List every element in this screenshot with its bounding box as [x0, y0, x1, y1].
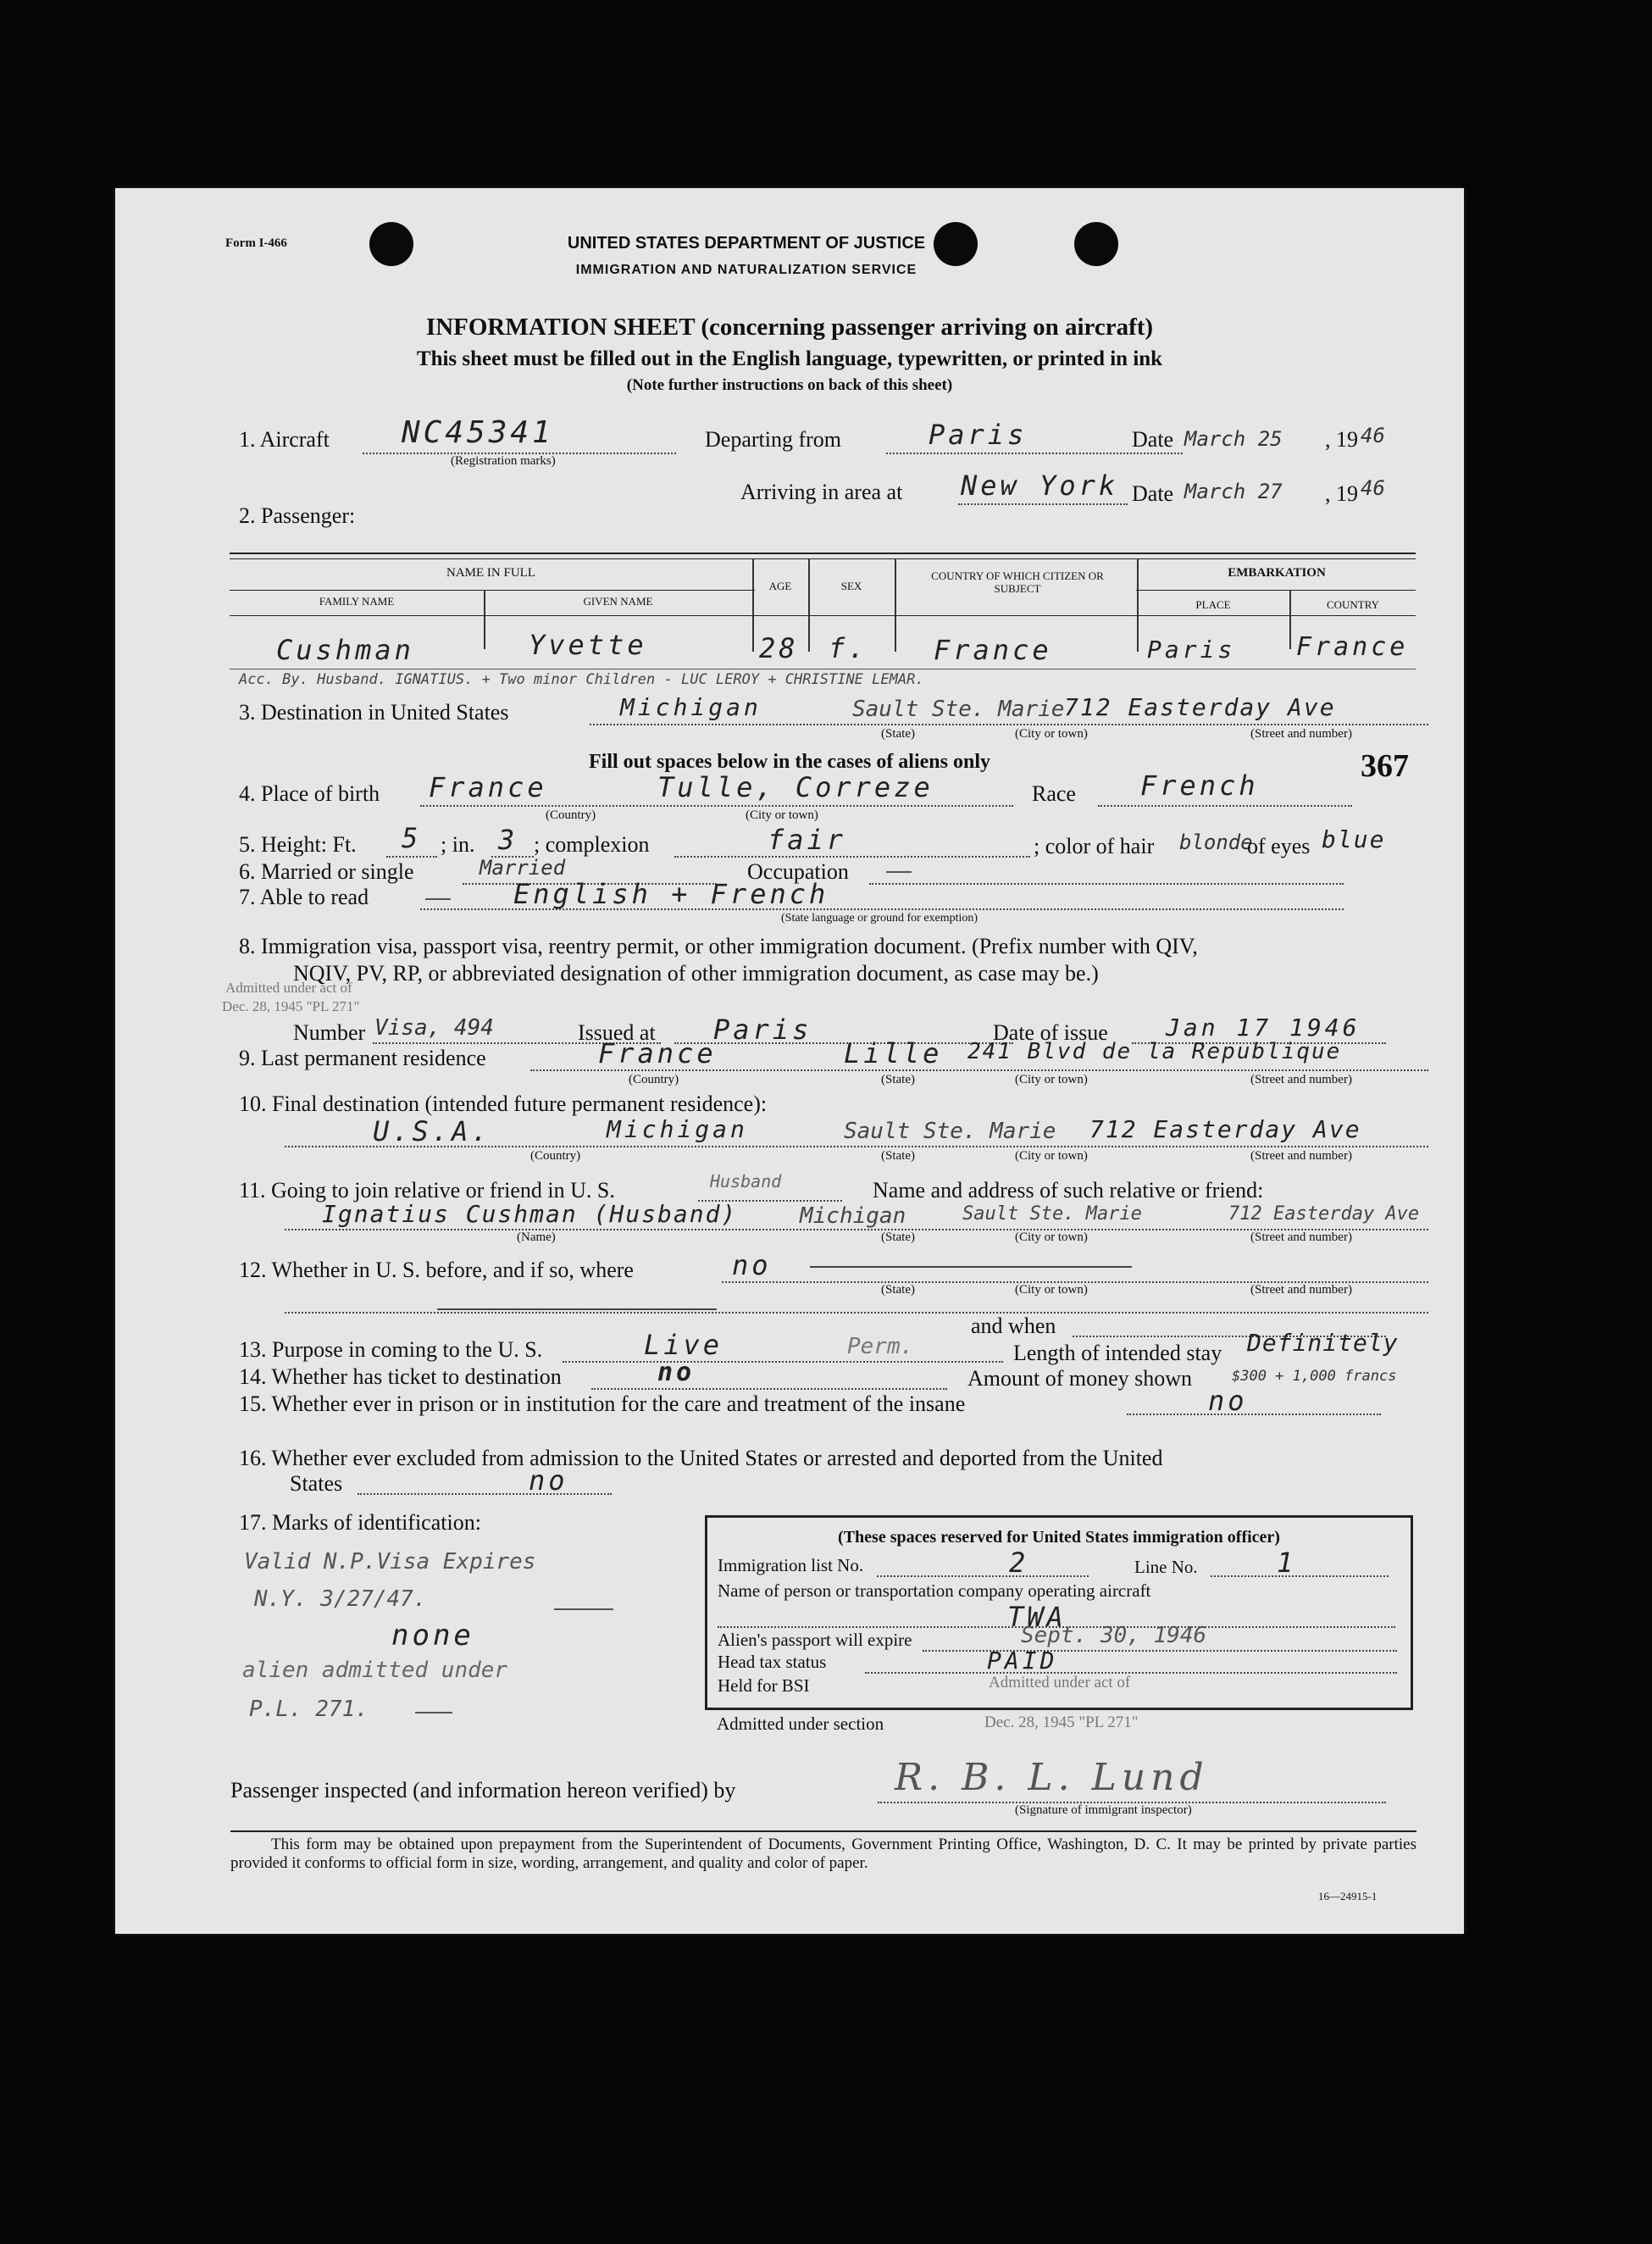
issue-date-value: Jan 17 1946 — [1166, 1014, 1361, 1041]
head-tax-label: Head tax status — [718, 1652, 827, 1672]
relative-city-value: Sault Ste. Marie — [962, 1203, 1142, 1225]
relative-name-value: Ignatius Cushman (Husband) — [322, 1200, 738, 1228]
dest-city-value: Sault Ste. Marie — [852, 697, 1065, 722]
us-before-state-caption: (State) — [881, 1283, 915, 1297]
embark-country-header: COUNTRY — [1326, 598, 1380, 611]
last-street-caption: (Street and number) — [1250, 1073, 1352, 1086]
marks-label: 17. Marks of identification: — [239, 1510, 481, 1535]
citizen-header: COUNTRY OF WHICH CITIZEN OR SUBJECT — [931, 569, 1104, 595]
last-city-value: Lille — [844, 1037, 943, 1069]
depart-year-prefix: , 19 — [1325, 427, 1358, 452]
prison-label: 15. Whether ever in prison or in institution for the care and treatment of the insane — [239, 1391, 966, 1416]
embarkation-header: EMBARKATION — [1228, 566, 1326, 580]
relative-name-caption: (Name) — [517, 1230, 556, 1244]
last-street-value: 241 Blvd de la Republique — [967, 1039, 1342, 1064]
family-name-header: FAMILY NAME — [319, 595, 395, 608]
excluded-states-label: States — [290, 1471, 343, 1496]
dest-state-caption: (State) — [881, 727, 915, 741]
footer-text: This form may be obtained upon prepayment from the Superintendent of Documents, Government Printing Office, Washington, D. C. It may be printed by private parties provided it conforms to official form in size, wording, arrangement, and quality and color of paper. — [230, 1836, 1416, 1872]
given-name-header: GIVEN NAME — [583, 595, 653, 608]
complexion-value: fair — [768, 824, 847, 856]
relative-street-value: 712 Easterday Ave — [1228, 1203, 1420, 1225]
age-header: AGE — [768, 580, 792, 592]
visa-number-label: Number — [293, 1020, 366, 1045]
occupation-label: Occupation — [747, 859, 849, 884]
operator-value: TWA — [1007, 1601, 1067, 1633]
purpose-extra-value: Perm. — [847, 1334, 914, 1359]
held-bsi-label: Held for BSI — [718, 1675, 810, 1696]
passport-expire-value: Sept. 30, 1946 — [1021, 1623, 1207, 1648]
aircraft-value: NC45341 — [402, 415, 554, 450]
marks-line-2: N.Y. 3/27/47. — [254, 1586, 427, 1612]
arriving-value: New York — [961, 469, 1119, 502]
visa-question-line1: 8. Immigration visa, passport visa, reentry permit, or other immigration document. (Prefix number with QIV, — [239, 934, 1198, 958]
embark-place-value: Paris — [1147, 636, 1236, 664]
hair-label: ; color of hair — [1034, 834, 1155, 858]
name-in-full-header: NAME IN FULL — [446, 566, 535, 580]
visa-number-value: Visa, 494 — [374, 1015, 494, 1041]
length-of-stay-label: Length of intended stay — [1013, 1341, 1222, 1365]
admission-stamp-left-line1: Admitted under act of — [225, 980, 352, 996]
line-no-value: 1 — [1277, 1547, 1297, 1579]
excluded-value: no — [529, 1464, 568, 1497]
and-when-label: and when — [971, 1314, 1056, 1338]
last-country-value: France — [598, 1037, 717, 1069]
inspector-signature: R. B. L. Lund — [895, 1756, 1209, 1799]
information-sheet — [115, 188, 1464, 1934]
marks-line-5: P.L. 271. — [249, 1697, 369, 1722]
family-name-value: Cushman — [276, 634, 414, 666]
passenger-label: 2. Passenger: — [239, 503, 356, 528]
dest-city-caption: (City or town) — [1015, 727, 1088, 741]
accompanied-note: Acc. By. Husband. IGNATIUS. + Two minor Children - LUC LEROY + CHRISTINE LEMAR. — [239, 671, 924, 688]
us-before-street-caption: (Street and number) — [1250, 1283, 1352, 1297]
admitted-stamp-line2: Dec. 28, 1945 "PL 271" — [984, 1714, 1139, 1731]
height-ft-value: 5 — [402, 822, 422, 854]
destination-label: 3. Destination in United States — [239, 700, 509, 725]
eyes-label: of eyes — [1247, 834, 1311, 858]
depart-year-value: 46 — [1361, 424, 1385, 447]
excluded-label: 16. Whether ever excluded from admission to the United States or arrested and deported from the United — [239, 1446, 1163, 1470]
prison-value: no — [1208, 1385, 1248, 1417]
final-destination-label: 10. Final destination (intended future permanent residence): — [239, 1091, 768, 1116]
admitted-section-label: Admitted under section — [717, 1714, 884, 1734]
arrive-year-prefix: , 19 — [1325, 481, 1358, 506]
depart-date-label: Date — [1132, 427, 1174, 452]
sex-header: SEX — [840, 580, 862, 592]
departing-from-label: Departing from — [705, 427, 842, 452]
embark-place-header: PLACE — [1195, 598, 1231, 611]
hair-value: blonde — [1179, 830, 1253, 854]
line-no-label: Line No. — [1134, 1557, 1198, 1577]
dest-state-value: Michigan — [620, 693, 762, 721]
final-street-value: 712 Easterday Ave — [1089, 1115, 1361, 1143]
relative-city-caption: (City or town) — [1015, 1230, 1088, 1244]
us-before-value: no — [732, 1249, 772, 1281]
citizen-value: France — [934, 634, 1052, 666]
ticket-value: no — [657, 1358, 696, 1387]
sex-value: f. — [829, 632, 868, 664]
marks-line-4: alien admitted under — [242, 1658, 508, 1683]
given-name-value: Yvette — [529, 629, 647, 661]
marks-line-3: none — [391, 1619, 474, 1652]
officer-box — [705, 1515, 1413, 1710]
dest-street-caption: (Street and number) — [1250, 727, 1352, 741]
money-label: Amount of money shown — [967, 1366, 1193, 1391]
registration-marks-caption: (Registration marks) — [451, 454, 556, 468]
final-street-caption: (Street and number) — [1250, 1149, 1352, 1163]
relative-street-caption: (Street and number) — [1250, 1230, 1352, 1244]
aliens-only-heading: Fill out spaces below in the cases of aliens only — [588, 751, 990, 773]
form-number: Form I-466 — [225, 236, 287, 250]
imm-list-value: 2 — [1009, 1547, 1029, 1579]
name-address-label: Name and address of such relative or friend: — [873, 1178, 1264, 1203]
us-before-label: 12. Whether in U. S. before, and if so, where — [239, 1258, 634, 1282]
last-country-caption: (Country) — [629, 1073, 679, 1086]
department-title: UNITED STATES DEPARTMENT OF JUSTICE — [567, 234, 926, 253]
last-city-caption: (City or town) — [1015, 1073, 1088, 1086]
birth-country-caption: (Country) — [546, 808, 596, 822]
depart-date-value: March 25 — [1184, 427, 1283, 451]
height-label: 5. Height: Ft. — [239, 832, 357, 857]
final-state-caption: (State) — [881, 1149, 915, 1163]
departing-from-value: Paris — [929, 419, 1028, 451]
state-language-caption: (State language or ground for exemption) — [781, 912, 978, 925]
last-state-caption: (State) — [881, 1073, 915, 1086]
dest-street-value: 712 Easterday Ave — [1064, 693, 1336, 721]
note-text: (Note further instructions on back of this sheet) — [626, 376, 953, 394]
footer-code: 16—24915-1 — [1318, 1890, 1378, 1902]
final-city-value: Sault Ste. Marie — [844, 1119, 1056, 1144]
going-to-join-label: 11. Going to join relative or friend in U. S. — [239, 1178, 615, 1203]
arrive-date-value: March 27 — [1184, 480, 1283, 503]
inspected-label: Passenger inspected (and information hereon verified) by — [230, 1778, 736, 1802]
race-value: French — [1140, 769, 1259, 802]
money-value: $300 + 1,000 francs — [1232, 1368, 1397, 1385]
length-of-stay-value: Definitely — [1247, 1329, 1399, 1357]
visa-question-line2: NQIV, PV, RP, or abbreviated designation of other immigration document, as case may be.) — [293, 961, 1099, 986]
read-label: 7. Able to read — [239, 885, 369, 909]
officer-box-title: (These spaces reserved for United States immigration officer) — [838, 1528, 1280, 1547]
final-city-caption: (City or town) — [1015, 1149, 1088, 1163]
operator-label: Name of person or transportation company operating aircraft — [718, 1580, 1151, 1601]
page-title: INFORMATION SHEET (concerning passenger arriving on aircraft) — [425, 314, 1154, 341]
married-value: Married — [480, 856, 566, 880]
read-value: English + French — [513, 878, 829, 910]
marks-line-1: Valid N.P.Visa Expires — [244, 1549, 536, 1575]
admission-stamp-left-line2: Dec. 28, 1945 "PL 271" — [222, 998, 360, 1014]
imm-list-label: Immigration list No. — [718, 1555, 864, 1575]
complexion-label: ; complexion — [534, 832, 650, 857]
eyes-value: blue — [1322, 825, 1386, 853]
signature-caption: (Signature of immigrant inspector) — [1015, 1803, 1192, 1817]
place-of-birth-label: 4. Place of birth — [239, 781, 380, 806]
last-residence-label: 9. Last permanent residence — [239, 1046, 486, 1070]
service-title: IMMIGRATION AND NATURALIZATION SERVICE — [575, 263, 917, 277]
arrive-date-label: Date — [1132, 481, 1174, 506]
birth-city-caption: (City or town) — [746, 808, 818, 822]
final-country-caption: (Country) — [530, 1149, 581, 1163]
punch-hole-right — [1074, 222, 1118, 266]
race-label: Race — [1032, 781, 1076, 806]
height-in-value: 3 — [498, 824, 518, 856]
arrive-year-value: 46 — [1361, 476, 1385, 500]
ticket-label: 14. Whether has ticket to destination — [239, 1364, 562, 1389]
aircraft-label: 1. Aircraft — [239, 427, 330, 452]
head-tax-value: PAID — [987, 1647, 1058, 1675]
final-country-value: U.S.A. — [373, 1115, 491, 1147]
birth-city-value: Tulle, Correze — [657, 771, 934, 803]
relative-state-value: Michigan — [800, 1203, 906, 1229]
date-of-issue-label: Date of issue — [993, 1020, 1108, 1045]
age-value: 28 — [759, 632, 799, 664]
issued-at-value: Paris — [713, 1014, 812, 1046]
us-before-city-caption: (City or town) — [1015, 1283, 1088, 1297]
join-value: Husband — [710, 1171, 782, 1191]
married-label: 6. Married or single — [239, 859, 414, 884]
sheet-number: 367 — [1361, 748, 1409, 784]
punch-hole-left — [369, 222, 413, 266]
birth-country-value: France — [429, 771, 547, 803]
relative-state-caption: (State) — [881, 1230, 915, 1244]
height-in-label: ; in. — [441, 832, 475, 857]
embark-country-value: France — [1296, 632, 1409, 662]
passport-expire-label: Alien's passport will expire — [718, 1630, 912, 1650]
admitted-stamp-line1: Admitted under act of — [989, 1674, 1131, 1691]
arriving-label: Arriving in area at — [740, 480, 903, 504]
instruction-text: This sheet must be filled out in the English language, typewritten, or printed in ink — [416, 347, 1163, 370]
purpose-label: 13. Purpose in coming to the U. S. — [239, 1337, 543, 1362]
final-state-value: Michigan — [607, 1115, 748, 1143]
purpose-value: Live — [644, 1329, 723, 1361]
issued-at-label: Issued at — [578, 1020, 656, 1045]
